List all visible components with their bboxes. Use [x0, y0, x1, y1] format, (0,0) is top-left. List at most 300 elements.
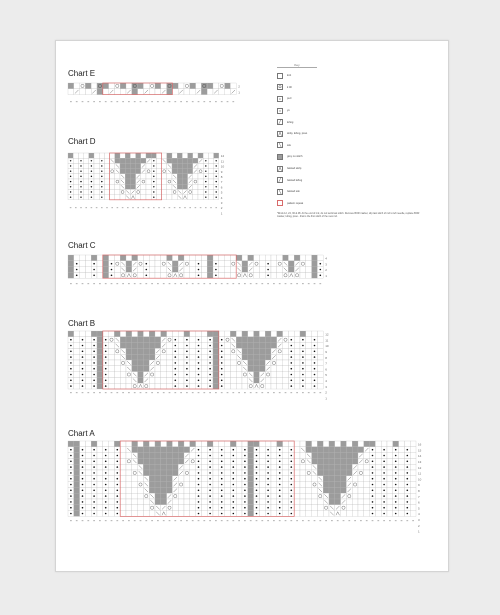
purl-dot-icon [93, 472, 95, 474]
chart-cell [265, 377, 271, 383]
chart-cell [114, 366, 120, 372]
chart-cell [364, 482, 370, 488]
chart-cell [230, 348, 236, 354]
chart-cell [283, 354, 289, 360]
chart-cell [283, 470, 289, 476]
chart-cell [399, 482, 405, 488]
purl-dot-icon [209, 350, 211, 352]
purl-dot-icon [91, 170, 92, 171]
chart-cell [155, 343, 161, 349]
stitch-number-mark [244, 392, 246, 393]
chart-cell [341, 482, 347, 488]
purl-dot-icon [209, 484, 211, 486]
chart-cell [178, 331, 184, 337]
chart-cell [161, 377, 167, 383]
purl-dot-icon [205, 176, 206, 177]
chart-cell [155, 377, 161, 383]
chart-cell [126, 458, 132, 464]
purl-dot-icon [256, 501, 258, 503]
chart-cell [317, 372, 323, 378]
purl-dot-icon [105, 368, 107, 370]
chart-cell [410, 499, 416, 505]
chart-cell [132, 331, 138, 337]
chart-cell [346, 464, 352, 470]
chart-cell [225, 261, 231, 267]
chart-cell [104, 174, 109, 179]
chart-cell [184, 83, 190, 89]
chart-cell [271, 482, 277, 488]
chart-cell [312, 487, 318, 493]
chart-cell [190, 83, 196, 89]
purl-dot-icon [302, 362, 304, 364]
purl-dot-icon [209, 495, 211, 497]
purl-dot-icon [91, 181, 92, 182]
purl-dot-icon [215, 186, 216, 187]
chart-cell [73, 153, 78, 158]
chart-cell [306, 487, 312, 493]
stitch-number-mark [76, 101, 78, 102]
chart-cell [155, 482, 161, 488]
chart-cell [85, 354, 91, 360]
purl-dot-icon [105, 495, 107, 497]
purl-dot-icon [215, 165, 216, 166]
chart-cell [201, 383, 207, 389]
chart-cell [184, 447, 190, 453]
purl-dot-icon [198, 345, 200, 347]
purl-dot-icon [82, 489, 84, 491]
chart-cell [130, 153, 135, 158]
stitch-number-mark [169, 283, 171, 284]
chart-cell [213, 447, 219, 453]
chart-cell [198, 174, 203, 179]
row-number: 7 [220, 180, 223, 185]
chart-cell [167, 383, 173, 389]
stitch-number-mark [273, 283, 275, 284]
chart-cell [143, 360, 149, 366]
stitch-number-mark [116, 520, 118, 521]
purl-dot-icon [186, 374, 188, 376]
purl-dot-icon [174, 379, 176, 381]
purl-dot-icon [153, 196, 154, 197]
purl-dot-icon [383, 449, 385, 451]
chart-cell [198, 169, 203, 174]
chart-cell [74, 383, 80, 389]
chart-cell [277, 272, 283, 278]
chart-cell [85, 482, 91, 488]
purl-dot-icon [221, 374, 223, 376]
stitch-number-mark [319, 283, 321, 284]
chart-cell [143, 383, 149, 389]
purl-dot-icon [70, 472, 72, 474]
chart-cell [410, 470, 416, 476]
chart-cell [346, 511, 352, 517]
purl-dot-icon [198, 274, 200, 276]
chart-cell [294, 511, 300, 517]
chart-cell [188, 158, 193, 163]
chart-cell [188, 153, 193, 158]
row-number: 5 [220, 190, 223, 195]
chart-cell [283, 453, 289, 459]
chart-cell [219, 255, 225, 261]
chart-cell [300, 255, 306, 261]
chart-cell [167, 511, 173, 517]
chart-cell [294, 482, 300, 488]
stitch-number-mark [91, 207, 93, 208]
chart-cell [399, 464, 405, 470]
chart-cell [248, 464, 254, 470]
stitch-number-mark [238, 392, 240, 393]
chart-cell [294, 337, 300, 343]
row-number: 1 [325, 396, 327, 401]
row-number: 10 [220, 164, 225, 169]
chart-cell [155, 453, 161, 459]
purl-dot-icon [186, 339, 188, 341]
chart-cell [149, 331, 155, 337]
chart-cell [120, 337, 126, 343]
purl-dot-icon [205, 160, 206, 161]
chart-cell [155, 267, 161, 273]
chart-cell [352, 476, 358, 482]
chart-cell [230, 261, 236, 267]
chart-cell [317, 337, 323, 343]
stitch-number-mark [180, 283, 182, 284]
chart-cell [161, 464, 167, 470]
chart-c-title: Chart C [68, 241, 96, 250]
chart-cell [167, 255, 173, 261]
stitch-number-mark [116, 101, 118, 102]
chart-cell [91, 331, 97, 337]
chart-cell [335, 464, 341, 470]
purl-dot-icon [267, 495, 269, 497]
chart-cell [114, 377, 120, 383]
chart-cell [248, 272, 254, 278]
chart-cell [225, 447, 231, 453]
chart-cell [126, 383, 132, 389]
chart-cell [184, 261, 190, 267]
purl-dot-icon [256, 449, 258, 451]
chart-cell [236, 482, 242, 488]
purl-dot-icon [101, 191, 102, 192]
purl-dot-icon [256, 507, 258, 509]
stitch-number-mark [198, 283, 200, 284]
stitch-number-mark [143, 207, 145, 208]
purl-dot-icon [221, 460, 223, 462]
chart-cell [236, 458, 242, 464]
purl-dot-icon [93, 449, 95, 451]
row-number: 6 [325, 367, 327, 372]
chart-cell [74, 354, 80, 360]
chart-cell [201, 360, 207, 366]
purl-dot-icon [232, 507, 234, 509]
chart-cell [84, 174, 89, 179]
chart-d-title: Chart D [68, 137, 96, 146]
chart-cell [172, 453, 178, 459]
purl-dot-icon [290, 501, 292, 503]
key-item [277, 128, 437, 140]
chart-cell [184, 267, 190, 273]
chart-cell [109, 482, 115, 488]
chart-cell [172, 158, 177, 163]
chart-cell [155, 383, 161, 389]
chart-cell [410, 464, 416, 470]
chart-cell [201, 89, 207, 95]
chart-cell [190, 331, 196, 337]
chart-cell [294, 464, 300, 470]
stitch-number-mark [209, 101, 211, 102]
purl-dot-icon [82, 460, 84, 462]
chart-cell [213, 499, 219, 505]
chart-cell [178, 493, 184, 499]
purl-dot-icon [244, 455, 246, 457]
purl-dot-icon [91, 191, 92, 192]
chart-cell [207, 331, 213, 337]
chart-cell [259, 499, 265, 505]
stitch-number-mark [250, 392, 252, 393]
purl-dot-icon [153, 160, 154, 161]
chart-cell [248, 487, 254, 493]
chart-cell [283, 366, 289, 372]
stitch-number-mark [151, 283, 153, 284]
chart-b-title: Chart B [68, 319, 96, 328]
chart-cell [136, 195, 141, 200]
chart-cell [306, 482, 312, 488]
chart-cell [294, 360, 300, 366]
chart-cell [146, 174, 151, 179]
purl-dot-icon [80, 186, 81, 187]
key-item [277, 140, 437, 152]
key-item [277, 198, 437, 210]
purl-dot-icon [314, 368, 316, 370]
chart-cell [155, 272, 161, 278]
chart-cell [294, 272, 300, 278]
purl-dot-icon [256, 478, 258, 480]
purl-dot-icon [93, 385, 95, 387]
chart-cell [94, 163, 99, 168]
purl-dot-icon [372, 489, 374, 491]
stitch-number-mark [209, 283, 211, 284]
purl-dot-icon [406, 455, 408, 457]
chart-cell [214, 153, 219, 158]
purl-dot-icon [215, 263, 217, 265]
chart-cell [120, 447, 126, 453]
chart-cell [207, 83, 213, 89]
purl-dot-icon [209, 362, 211, 364]
purl-dot-icon [116, 513, 118, 515]
purl-dot-icon [279, 484, 281, 486]
chart-cell [125, 158, 130, 163]
chart-cell [138, 487, 144, 493]
chart-cell [208, 158, 213, 163]
key-item [277, 163, 437, 175]
chart-cell [283, 505, 289, 511]
chart-cell [80, 255, 86, 261]
purl-dot-icon [256, 472, 258, 474]
stitch-number-mark [314, 283, 316, 284]
chart-cell [97, 331, 103, 337]
stitch-number-mark [273, 392, 275, 393]
chart-cell [196, 441, 202, 447]
chart-cell [184, 331, 190, 337]
key-item-label: sk2p, k2tog, psso [287, 132, 308, 136]
chart-cell [132, 511, 138, 517]
chart-cell [230, 360, 236, 366]
purl-dot-icon [105, 449, 107, 451]
stitch-number-mark [360, 520, 362, 521]
purl-dot-icon [93, 339, 95, 341]
chart-cell [317, 366, 323, 372]
chart-cell [162, 163, 167, 168]
purl-dot-icon [290, 472, 292, 474]
purl-dot-icon [198, 379, 200, 381]
chart-cell [177, 184, 182, 189]
chart-cell [352, 458, 358, 464]
chart-cell [161, 255, 167, 261]
stitch-number-mark [238, 520, 240, 521]
purl-dot-icon [302, 379, 304, 381]
purl-dot-icon [153, 186, 154, 187]
purl-dot-icon [406, 449, 408, 451]
purl-dot-icon [256, 489, 258, 491]
purl-dot-icon [70, 196, 71, 197]
chart-cell [178, 360, 184, 366]
chart-cell [271, 493, 277, 499]
chart-cell [132, 447, 138, 453]
purl-dot-icon [279, 478, 281, 480]
chart-cell [341, 470, 347, 476]
chart-cell [201, 453, 207, 459]
chart-cell [248, 255, 254, 261]
chart-cell [74, 453, 80, 459]
chart-cell [364, 476, 370, 482]
chart-cell [120, 377, 126, 383]
chart-cell [190, 493, 196, 499]
chart-cell [149, 348, 155, 354]
chart-cell [375, 482, 381, 488]
chart-cell [161, 331, 167, 337]
chart-cell [161, 261, 167, 267]
chart-cell [161, 487, 167, 493]
chart-cell [364, 487, 370, 493]
purl-dot-icon [232, 513, 234, 515]
chart-cell [141, 158, 146, 163]
chart-cell [172, 195, 177, 200]
chart-cell [259, 348, 265, 354]
purl-dot-icon [209, 501, 211, 503]
stitch-number-mark [157, 392, 159, 393]
stitch-number-mark [145, 520, 147, 521]
chart-cell [104, 169, 109, 174]
key-item-label: knit [287, 74, 292, 78]
chart-cell [149, 267, 155, 273]
chart-cell [317, 383, 323, 389]
chart-cell [104, 184, 109, 189]
stitch-number-mark [169, 520, 171, 521]
stitch-number-mark [184, 207, 186, 208]
purl-dot-icon [105, 489, 107, 491]
chart-cell [306, 366, 312, 372]
chart-cell [184, 493, 190, 499]
chart-cell [114, 441, 120, 447]
chart-cell [294, 383, 300, 389]
chart-cell [230, 366, 236, 372]
chart-cell [306, 505, 312, 511]
stitch-number-mark [215, 392, 217, 393]
stitch-number-mark [134, 392, 136, 393]
stitch-number-mark [116, 392, 118, 393]
stitch-number-mark [163, 392, 165, 393]
chart-cell [85, 343, 91, 349]
chart-cell [132, 470, 138, 476]
stitch-number-mark [163, 283, 165, 284]
chart-cell [225, 272, 231, 278]
stitch-number-mark [128, 520, 130, 521]
chart-cell [259, 493, 265, 499]
purl-dot-icon [105, 339, 107, 341]
chart-cell [329, 458, 335, 464]
chart-cell [156, 184, 161, 189]
chart-cell [184, 511, 190, 517]
chart-cell [271, 499, 277, 505]
chart-cell [213, 511, 219, 517]
chart-cell [172, 458, 178, 464]
chart-cell [213, 360, 219, 366]
key-item-label: twisted sk2p [287, 167, 302, 171]
chart-cell [126, 337, 132, 343]
purl-dot-icon [153, 176, 154, 177]
chart-cell [73, 195, 78, 200]
purl-dot-icon: • [277, 96, 283, 102]
chart-cell [312, 476, 318, 482]
chart-cell [225, 505, 231, 511]
chart-cell [254, 441, 260, 447]
stitch-number-mark [232, 392, 234, 393]
chart-cell [358, 464, 364, 470]
purl-dot-icon [290, 350, 292, 352]
chart-cell [387, 464, 393, 470]
stitch-number-mark [195, 207, 197, 208]
purl-dot-icon [221, 449, 223, 451]
purl-dot-icon [406, 501, 408, 503]
chart-cell [178, 83, 184, 89]
chart-cell [85, 372, 91, 378]
stitch-number-mark [137, 207, 139, 208]
chart-cell [254, 261, 260, 267]
purl-dot-icon [232, 489, 234, 491]
purl-dot-icon [82, 368, 84, 370]
stitch-number-mark [221, 520, 223, 521]
chart-cell [300, 272, 306, 278]
chart-cell [201, 482, 207, 488]
chart-cell [219, 272, 225, 278]
chart-cell [172, 493, 178, 499]
chart-cell [155, 331, 161, 337]
chart-cell [283, 348, 289, 354]
chart-cell [399, 511, 405, 517]
chart-cell [190, 360, 196, 366]
purl-dot-icon [215, 181, 216, 182]
chart-cell [248, 348, 254, 354]
stitch-number-mark [157, 520, 159, 521]
chart-cell [375, 487, 381, 493]
stitch-number-mark [372, 520, 374, 521]
chart-cell [132, 89, 138, 95]
stitch-number-mark [290, 283, 292, 284]
chart-cell [155, 89, 161, 95]
chart-cell [161, 493, 167, 499]
purl-dot-icon [116, 460, 118, 462]
purl-dot-icon [82, 495, 84, 497]
chart-cell [120, 158, 125, 163]
